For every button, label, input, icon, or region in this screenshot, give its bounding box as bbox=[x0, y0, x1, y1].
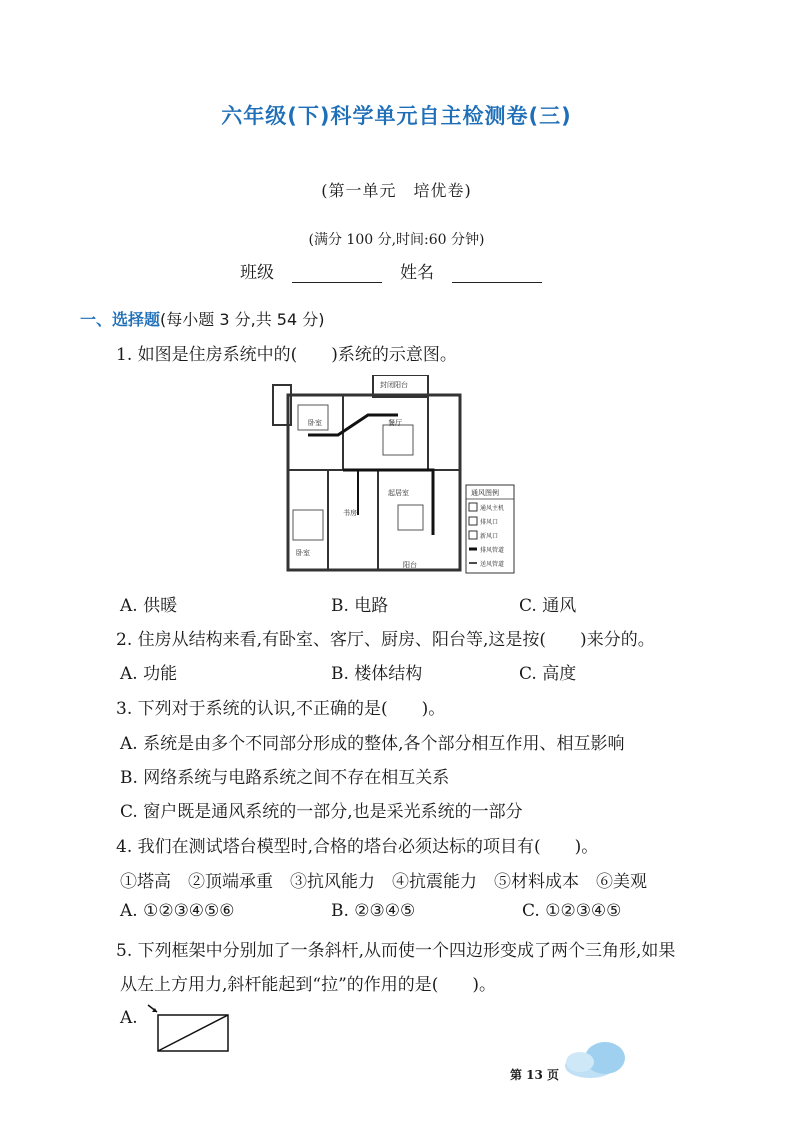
plan-label: 书房 bbox=[343, 509, 357, 517]
cloud-icon bbox=[560, 1034, 635, 1084]
q3-option-b[interactable]: B. 网络系统与电路系统之间不存在相互关系 bbox=[120, 768, 450, 788]
q2-option-c[interactable]: C. 高度 bbox=[519, 664, 577, 684]
q1-option-b[interactable]: B. 电路 bbox=[331, 596, 389, 616]
question-5-line-2: 从左上方用力,斜杆能起到“拉”的作用的是( )。 bbox=[120, 975, 497, 995]
question-4: 4. 我们在测试塔台模型时,合格的塔台必须达标的项目有( )。 bbox=[116, 837, 599, 857]
svg-text:新风口: 新风口 bbox=[480, 533, 499, 540]
q2-option-a[interactable]: A. 功能 bbox=[120, 664, 178, 684]
svg-text:排风管道: 排风管道 bbox=[480, 547, 505, 554]
plan-label: 起居室 bbox=[388, 489, 409, 497]
q5-option-a[interactable] bbox=[120, 1003, 240, 1063]
class-blank[interactable] bbox=[292, 264, 382, 283]
question-1: 1. 如图是住房系统中的( )系统的示意图。 bbox=[116, 345, 457, 365]
svg-text:通风主机: 通风主机 bbox=[480, 505, 505, 512]
section-note: (每小题 3 分,共 54 分) bbox=[160, 310, 325, 329]
section-heading bbox=[80, 307, 324, 330]
plan-label: 餐厅 bbox=[388, 419, 402, 427]
q4-option-a[interactable]: A. ①②③④⑤⑥ bbox=[120, 901, 235, 921]
name-label: 姓名 bbox=[400, 263, 434, 283]
question-2: 2. 住房从结构来看,有卧室、客厅、厨房、阳台等,这是按( )来分的。 bbox=[116, 630, 655, 650]
q3-option-c[interactable]: C. 窗户既是通风系统的一部分,也是采光系统的一部分 bbox=[120, 802, 523, 822]
class-label: 班级 bbox=[240, 263, 274, 283]
q5-option-a-label: A. bbox=[120, 1008, 138, 1028]
page-number: 第 13 页 bbox=[510, 1068, 560, 1082]
ventilation-floor-plan bbox=[268, 375, 516, 575]
svg-text:送风管道: 送风管道 bbox=[480, 561, 505, 568]
q1-option-a[interactable]: A. 供暖 bbox=[120, 596, 178, 616]
q4-items: ①塔高 ②顶端承重 ③抗风能力 ④抗震能力 ⑤材料成本 ⑥美观 bbox=[120, 872, 647, 892]
question-3: 3. 下列对于系统的认识,不正确的是( )。 bbox=[116, 699, 446, 719]
q5-frame-a-icon bbox=[142, 1003, 232, 1058]
name-blank[interactable] bbox=[452, 264, 542, 283]
question-5-line-1: 5. 下列框架中分别加了一条斜杆,从而使一个四边形变成了两个三角形,如果 bbox=[116, 941, 676, 961]
plan-label: 封闭阳台 bbox=[380, 381, 408, 389]
q4-option-c[interactable]: C. ①②③④⑤ bbox=[522, 901, 622, 921]
section-title: 一、选择题 bbox=[80, 310, 161, 329]
plan-label: 阳台 bbox=[403, 561, 417, 569]
legend-title: 通风图例 bbox=[471, 489, 499, 497]
plan-label: 卧室 bbox=[308, 419, 322, 427]
score-time-note: (满分 100 分,时间:60 分钟) bbox=[308, 232, 485, 248]
q4-option-b[interactable]: B. ②③④⑤ bbox=[331, 901, 416, 921]
svg-text:排风口: 排风口 bbox=[480, 519, 499, 526]
q3-option-a[interactable]: A. 系统是由多个不同部分形成的整体,各个部分相互作用、相互影响 bbox=[120, 734, 625, 754]
unit-subtitle: (第一单元 培优卷) bbox=[321, 181, 472, 200]
q2-option-b[interactable]: B. 楼体结构 bbox=[331, 664, 423, 684]
plan-label: 卧室 bbox=[296, 549, 310, 557]
student-info bbox=[240, 258, 560, 283]
page-title: 六年级(下)科学单元自主检测卷(三) bbox=[221, 104, 572, 128]
q1-option-c[interactable]: C. 通风 bbox=[519, 596, 577, 616]
